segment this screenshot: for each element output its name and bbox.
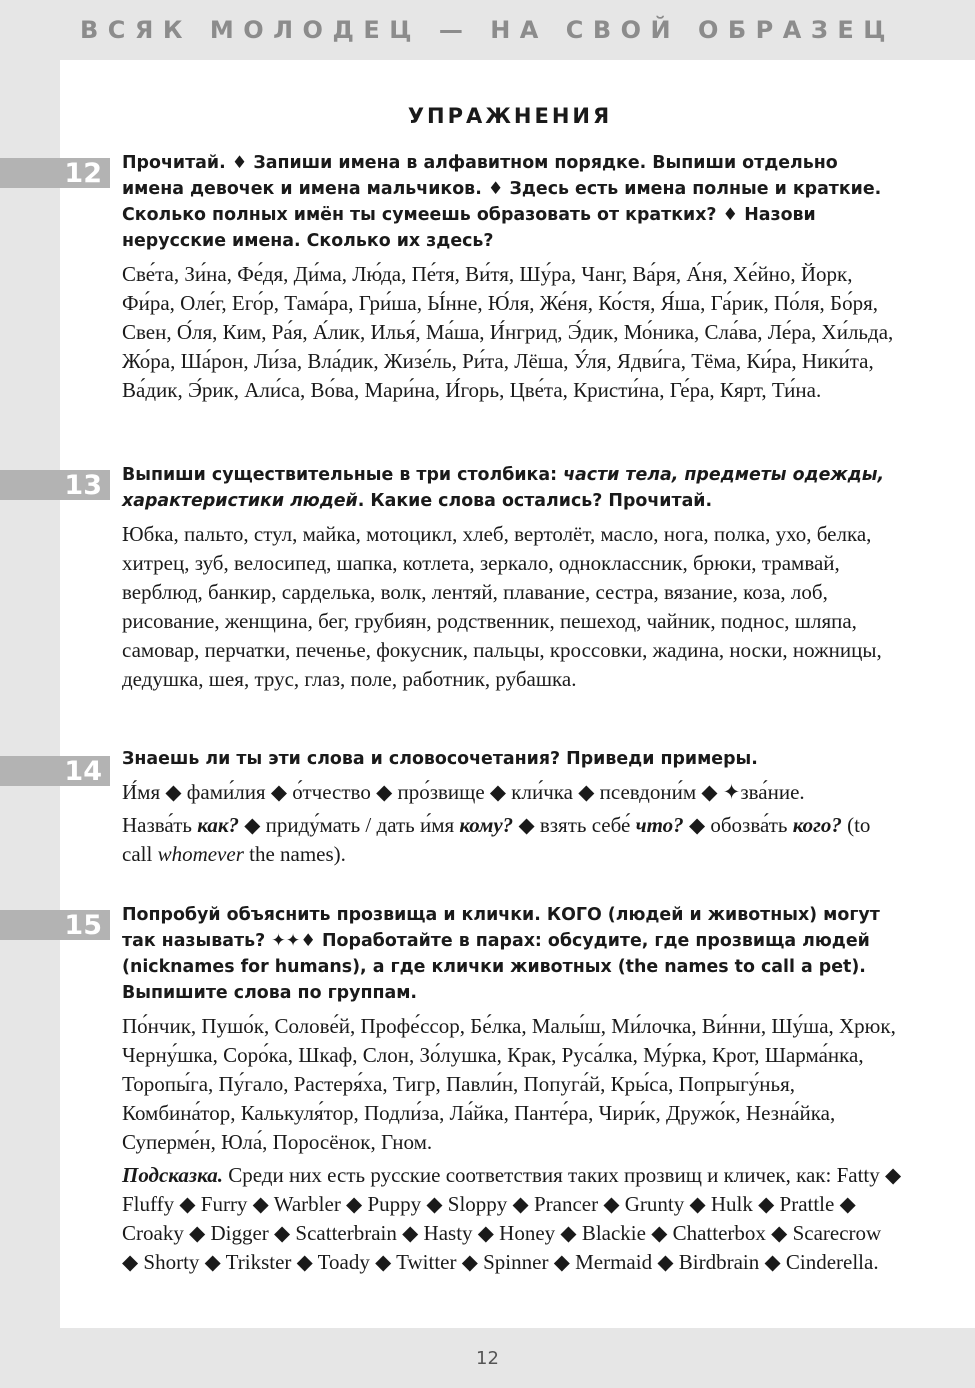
phrase-question: кого? [792,813,842,837]
exercise-14 [122,746,902,873]
exercise-number: 14 [0,756,110,786]
task-text: Выпиши существительные в три столбика: [122,465,564,485]
exercise-text: Юбка, пальто, стул, майка, мотоцикл, хлеб, вертолёт, масло, нога, полка, ухо, белка, хитрец, зуб, велосипед, шапка, котлета, зеркало, одноклассник, брюки, трамвай, верблюд, банкир, сарделька, волк, лентяй, плавание, сестра, вязание, коза, лоб, рисование, женщина, бег, грубиян, родственник, пешеход, чайник, поднос, шляпа, самовар, перчатки, печенье, фокусник, пальцы, кроссовки, жадина, носки, ножницы, дедушка, шея, трус, глаз, поле, работник, рубашка. [122,522,882,691]
phrase-text: ◆ приду́мать / дать и́мя [238,813,460,837]
exercise-number: 15 [0,910,110,940]
phrase-text: ◆ обозва́ть [683,813,793,837]
task-text: . Какие слова остались? Прочитай. [357,491,713,511]
exercise-number: 13 [0,470,110,500]
hint [122,1161,902,1277]
phrase-question: кому? [459,813,514,837]
section-title: УПРАЖНЕНИЯ [407,104,613,128]
exercise-task: Попробуй объяснить прозвища и клички. КОГО (людей и животных) могут так называть? ✦✦♦ Поработайте в парах: обсудите, где прозвища людей (nicknames for humans), а где клички животных (the names to call a pet). Выпишите слова по группам. [122,905,880,1003]
task-italic: части тела, предметы одежды, характеристики людей [122,465,885,511]
exercise-task: Прочитай. ♦ Запиши имена в алфавитном порядке. Выпиши отдельно имена девочек и имена мальчиков. ♦ Здесь есть имена полные и краткие. Сколько полных имён ты сумеешь образовать от кратких? ♦ Назови нерусские имена. Сколько их здесь? [122,153,882,251]
phrase-text: the names). [243,842,346,866]
hint-label: Подсказка. [122,1163,223,1187]
exercise-12 [122,150,902,409]
exercise-text: По́нчик, Пушо́к, Солове́й, Профе́ссор, Бе́лка, Малы́ш, Ми́лочка, Ви́нни, Шу́ша, Хрюк, Черну́шка, Соро́ка, Шкаф, Слон, Зо́лушка, Крак, Руса́лка, Му́рка, Крот, Шарма́нка, Торопы́га, Пу́гало, Растеря́ха, Тигр, Павли́н, Попуга́й, Кры́са, Попрыгу́нья, Комбина́тор, Калькуля́тор, Подли́за, Ла́йка, Панте́ра, Чири́к, Дружо́к, Незна́йка, Суперме́н, Юла́, Поросёнок, Гном. [122,1014,896,1154]
exercise-15 [122,902,902,1281]
phrase-list [122,811,902,869]
phrase-text: ◆ взять себе́ [513,813,636,837]
exercise-text: Све́та, Зи́на, Фе́дя, Ди́ма, Лю́да, Пе́тя, Ви́тя, Шу́ра, Чанг, Ва́ря, А́ня, Хе́йно, Йорк, Фи́ра, Оле́г, Его́р, Тама́ра, Гри́ша, Ы́нне, Ю́ля, Же́ня, Ко́стя, Я́ша, Га́рик, По́ля, Бо́ря, Свен, О́ля, Ким, Ра́я, А́лик, Илья́, Ма́ша, И́нгрид, Э́дик, Мо́ника, Сла́ва, Ле́ра, Хи́льда, Жо́ра, Ша́рон, Ли́за, Вла́дик, Жизе́ль, Ри́та, Лёша, У́ля, Ядви́га, Тёма, Ки́ра, Ники́та, Ва́дик, Э́рик, Али́са, Во́ва, Мари́на, И́горь, Цве́та, Кристи́на, Ге́ра, Кярт, Ти́на. [122,262,894,402]
exercise-task: Знаешь ли ты эти слова и словосочетания? Приведи примеры. [122,749,758,769]
page-number: 12 [476,1347,499,1369]
exercise-13 [122,462,902,698]
phrase-question: что? [635,813,684,837]
phrase-question: как? [197,813,239,837]
phrase-text: Назва́ть [122,813,198,837]
phrase-italic: whomever [157,842,244,866]
phrase-text: (to call [122,813,871,866]
exercise-task [122,462,902,514]
hint-text: Среди них есть русские соответствия таких прозвищ и кличек, как: Fatty ◆ Fluffy ◆ Furry ◆ Warbler ◆ Puppy ◆ Sloppy ◆ Prancer ◆ Grunty ◆ Hulk ◆ Prattle ◆ Croaky ◆ Digger ◆ Scatterbrain ◆ Hasty ◆ Honey ◆ Blackie ◆ Chatterbox ◆ Scarecrow ◆ Shorty ◆ Trikster ◆ Toady ◆ Twitter ◆ Spinner ◆ Mermaid ◆ Birdbrain ◆ Cinderella. [122,1163,902,1274]
word-list: И́мя ◆ фами́лия ◆ о́тчество ◆ про́звище ◆ кли́чка ◆ псевдони́м ◆ ✦зва́ние. [122,780,805,804]
exercise-number: 12 [0,158,110,188]
running-head: ВСЯК МОЛОДЕЦ — НА СВОЙ ОБРАЗЕЦ [79,16,896,44]
